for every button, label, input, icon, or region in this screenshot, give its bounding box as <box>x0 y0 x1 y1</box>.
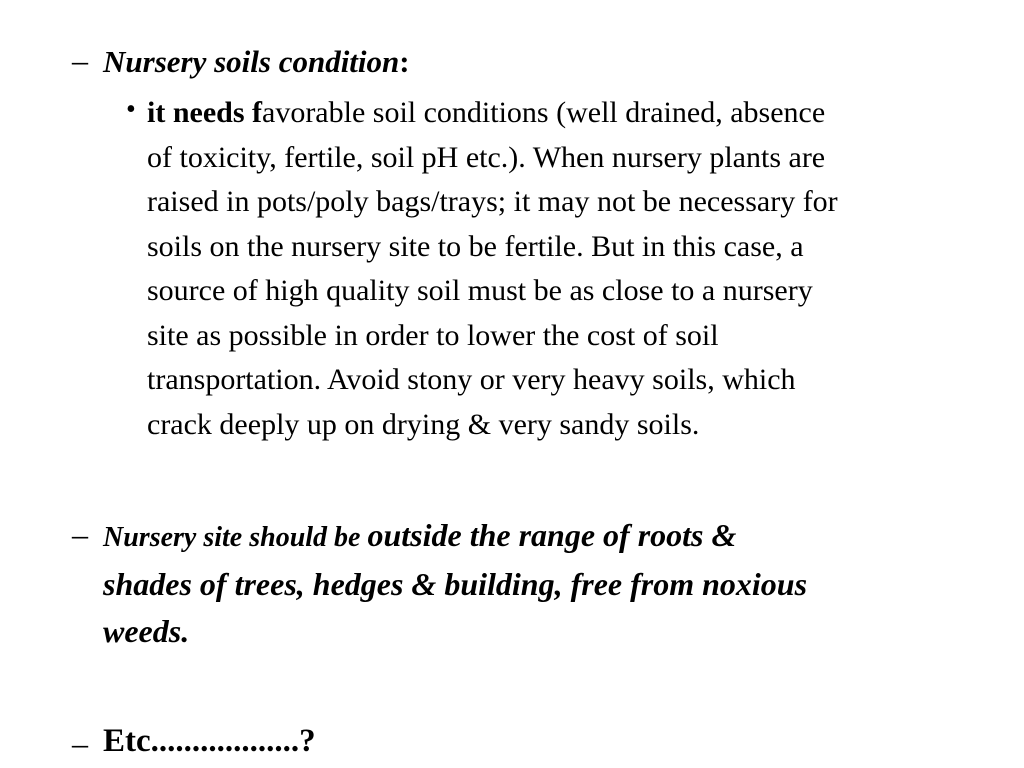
sub-bullet-soil-conditions <box>147 91 1017 447</box>
bullet-marker: • <box>126 94 136 125</box>
paragraph-line: site as possible in order to lower the cost of soil <box>147 318 719 352</box>
item-line-text: outside the range of roots & <box>367 517 737 553</box>
line-text: avorable soil conditions (well drained, absence <box>262 96 826 129</box>
dash-marker: – <box>72 725 88 761</box>
heading-nursery-soils-condition <box>103 40 1003 84</box>
paragraph-line: transportation. Avoid stony or very heavy soils, which <box>147 363 796 396</box>
paragraph-line: crack deeply up on drying & very sandy soils. <box>147 407 700 441</box>
paragraph-line <box>147 91 1017 136</box>
paragraph-line: raised in pots/poly bags/trays; it may not be necessary for <box>147 185 838 218</box>
item-line <box>103 512 1003 561</box>
lead-bold-text: it needs f <box>147 96 262 129</box>
dash-marker: – <box>72 516 88 552</box>
dash-marker: – <box>72 42 88 78</box>
paragraph-line: soils on the nursery site to be fertile. But in this case, a <box>147 229 804 263</box>
paragraph-line: of toxicity, fertile, soil pH etc.). When nursery plants are <box>147 140 826 174</box>
item-line: weeds. <box>103 613 190 649</box>
heading-text: Nursery soils condition <box>103 44 400 79</box>
paragraph-line: source of high quality soil must be as close to a nursery <box>147 274 813 307</box>
heading-colon: : <box>399 44 410 79</box>
item-nursery-site <box>103 512 1003 655</box>
item-small-text: Nursery site should be <box>103 522 368 553</box>
item-line: shades of trees, hedges & building, free from noxious <box>103 566 808 602</box>
item-etc: Etc..................? <box>103 723 316 759</box>
